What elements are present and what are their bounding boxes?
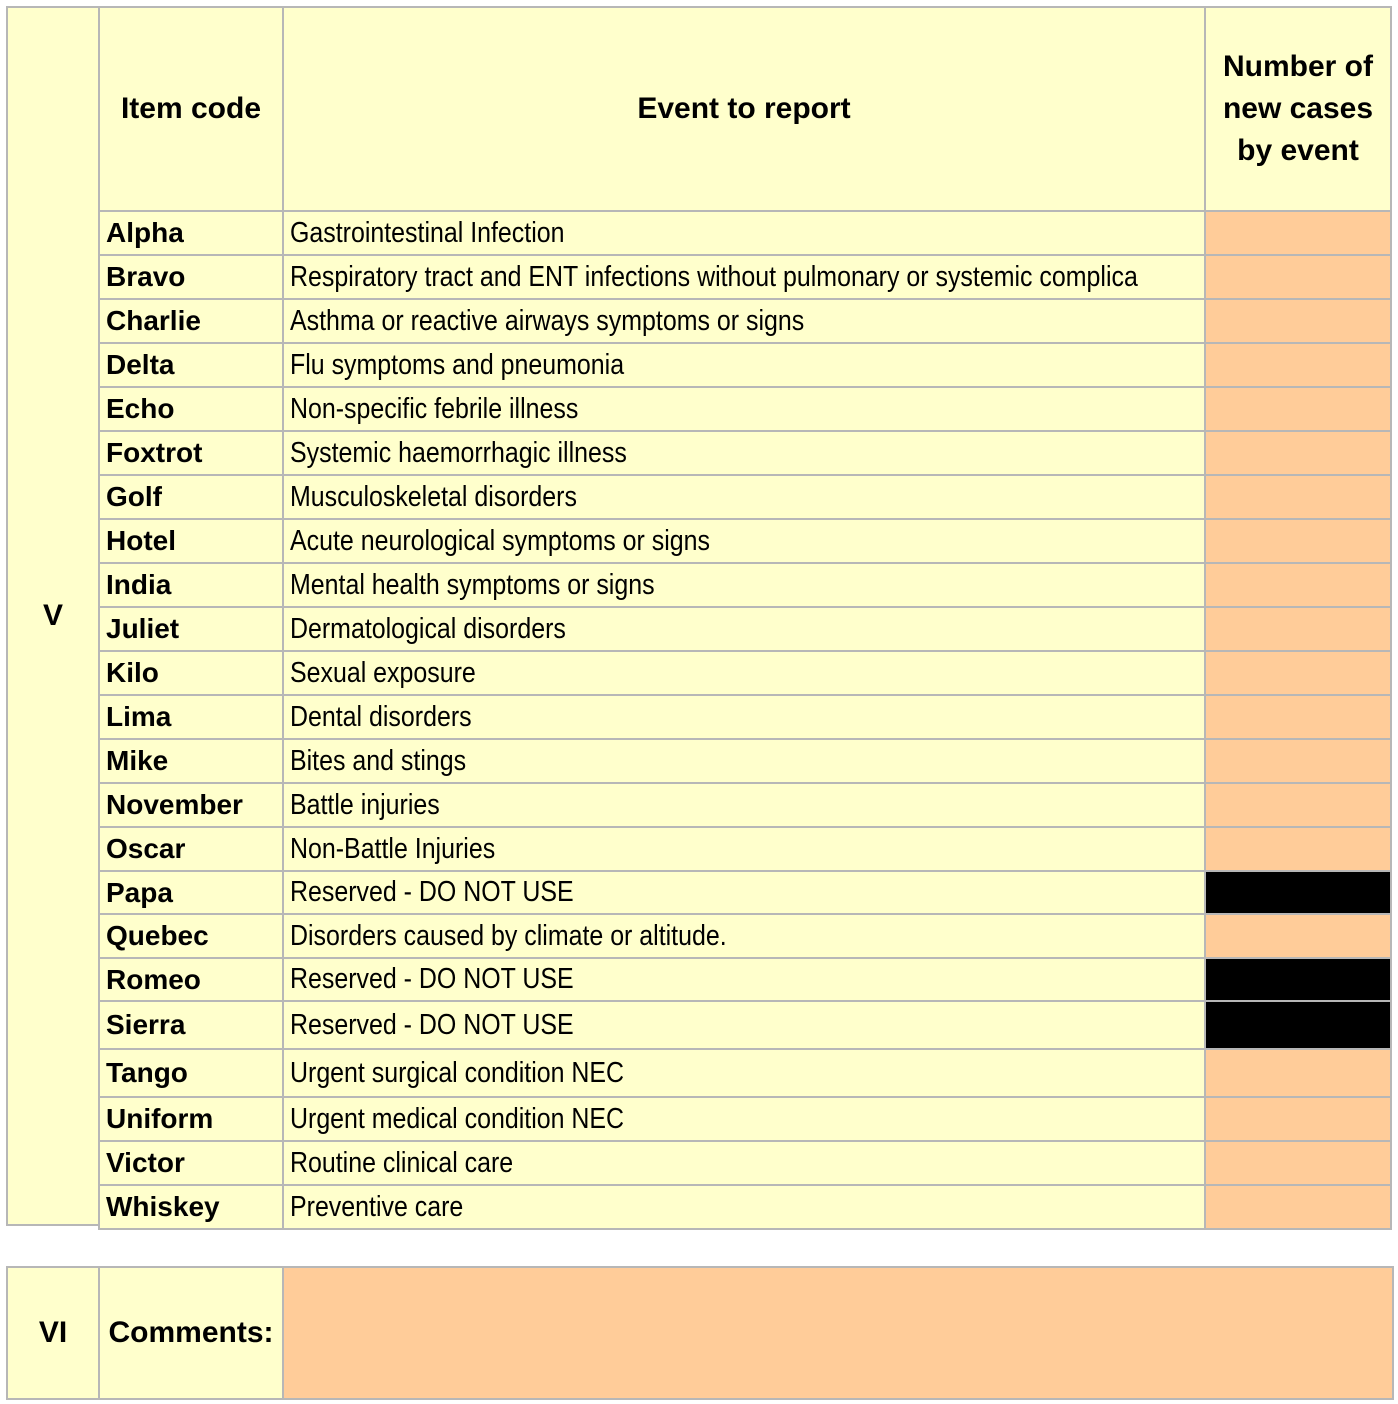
event-sierra (282, 1000, 1206, 1050)
event-delta (282, 342, 1206, 388)
count-input-alpha[interactable] (1204, 210, 1392, 256)
event-text-kilo: Sexual exposure (290, 656, 476, 689)
event-text-quebec: Disorders caused by climate or altitude. (290, 919, 727, 952)
event-text-delta: Flu symptoms and pneumonia (290, 348, 625, 381)
event-text-tango: Urgent surgical condition NEC (290, 1056, 625, 1089)
count-input-golf[interactable] (1204, 474, 1392, 520)
section-v-label: V (6, 6, 100, 1226)
count-input-delta[interactable] (1204, 342, 1392, 388)
event-lima (282, 694, 1206, 740)
item-code-lima: Lima (98, 694, 284, 740)
event-text-lima: Dental disorders (290, 700, 472, 733)
item-code-november: November (98, 782, 284, 828)
event-text-whiskey: Preventive care (290, 1190, 464, 1223)
item-code-bravo: Bravo (98, 254, 284, 300)
comments-input[interactable] (282, 1266, 1394, 1400)
event-juliet (282, 606, 1206, 652)
event-text-romeo: Reserved - DO NOT USE (290, 963, 574, 995)
count-input-oscar[interactable] (1204, 826, 1392, 872)
item-code-india: India (98, 562, 284, 608)
item-code-oscar: Oscar (98, 826, 284, 872)
event-text-papa: Reserved - DO NOT USE (290, 876, 574, 908)
count-input-hotel[interactable] (1204, 518, 1392, 564)
event-charlie (282, 298, 1206, 344)
event-india (282, 562, 1206, 608)
item-code-victor: Victor (98, 1140, 284, 1186)
event-oscar (282, 826, 1206, 872)
count-input-november[interactable] (1204, 782, 1392, 828)
blocked-count-papa (1204, 870, 1392, 915)
event-tango (282, 1048, 1206, 1098)
event-mike (282, 738, 1206, 784)
count-input-mike[interactable] (1204, 738, 1392, 784)
event-whiskey (282, 1184, 1206, 1230)
event-romeo (282, 957, 1206, 1002)
count-input-bravo[interactable] (1204, 254, 1392, 300)
event-text-bravo: Respiratory tract and ENT infections without pulmonary or systemic complica (290, 260, 1138, 293)
header-event: Event to report (282, 6, 1206, 212)
count-input-charlie[interactable] (1204, 298, 1392, 344)
item-code-romeo: Romeo (98, 957, 284, 1002)
event-quebec (282, 913, 1206, 959)
event-text-victor: Routine clinical care (290, 1146, 514, 1179)
section-v-table (6, 6, 1392, 1226)
event-golf (282, 474, 1206, 520)
item-code-kilo: Kilo (98, 650, 284, 696)
event-text-foxtrot: Systemic haemorrhagic illness (290, 436, 627, 469)
count-input-victor[interactable] (1204, 1140, 1392, 1186)
event-text-hotel: Acute neurological symptoms or signs (290, 524, 711, 557)
event-bravo (282, 254, 1206, 300)
count-input-kilo[interactable] (1204, 650, 1392, 696)
count-input-uniform[interactable] (1204, 1096, 1392, 1142)
count-input-echo[interactable] (1204, 386, 1392, 432)
item-code-mike: Mike (98, 738, 284, 784)
header-new-cases: Number of new cases by event (1204, 6, 1392, 212)
count-input-india[interactable] (1204, 562, 1392, 608)
item-code-foxtrot: Foxtrot (98, 430, 284, 476)
item-code-hotel: Hotel (98, 518, 284, 564)
comments-label: Comments: (98, 1266, 284, 1400)
event-november (282, 782, 1206, 828)
event-uniform (282, 1096, 1206, 1142)
item-code-sierra: Sierra (98, 1000, 284, 1050)
header-item-code: Item code (98, 6, 284, 212)
event-papa (282, 870, 1206, 915)
count-input-lima[interactable] (1204, 694, 1392, 740)
event-text-golf: Musculoskeletal disorders (290, 480, 577, 513)
event-text-sierra: Reserved - DO NOT USE (290, 1008, 574, 1041)
event-kilo (282, 650, 1206, 696)
count-input-juliet[interactable] (1204, 606, 1392, 652)
blocked-count-sierra (1204, 1000, 1392, 1050)
count-input-whiskey[interactable] (1204, 1184, 1392, 1230)
event-text-echo: Non-specific febrile illness (290, 392, 579, 425)
item-code-papa: Papa (98, 870, 284, 915)
event-text-charlie: Asthma or reactive airways symptoms or signs (290, 304, 805, 337)
event-victor (282, 1140, 1206, 1186)
count-input-quebec[interactable] (1204, 913, 1392, 959)
event-alpha (282, 210, 1206, 256)
event-text-november: Battle injuries (290, 788, 440, 821)
section-vi-table (6, 1266, 1394, 1400)
event-hotel (282, 518, 1206, 564)
event-foxtrot (282, 430, 1206, 476)
item-code-whiskey: Whiskey (98, 1184, 284, 1230)
item-code-delta: Delta (98, 342, 284, 388)
event-text-mike: Bites and stings (290, 744, 467, 777)
item-code-alpha: Alpha (98, 210, 284, 256)
item-code-juliet: Juliet (98, 606, 284, 652)
event-text-uniform: Urgent medical condition NEC (290, 1102, 625, 1135)
blocked-count-romeo (1204, 957, 1392, 1002)
event-text-india: Mental health symptoms or signs (290, 568, 655, 601)
item-code-quebec: Quebec (98, 913, 284, 959)
count-input-tango[interactable] (1204, 1048, 1392, 1098)
item-code-golf: Golf (98, 474, 284, 520)
event-echo (282, 386, 1206, 432)
event-text-juliet: Dermatological disorders (290, 612, 566, 645)
item-code-echo: Echo (98, 386, 284, 432)
event-text-oscar: Non-Battle Injuries (290, 832, 496, 865)
item-code-charlie: Charlie (98, 298, 284, 344)
item-code-tango: Tango (98, 1048, 284, 1098)
item-code-uniform: Uniform (98, 1096, 284, 1142)
section-vi-label: VI (6, 1266, 100, 1400)
event-text-alpha: Gastrointestinal Infection (290, 216, 565, 249)
count-input-foxtrot[interactable] (1204, 430, 1392, 476)
